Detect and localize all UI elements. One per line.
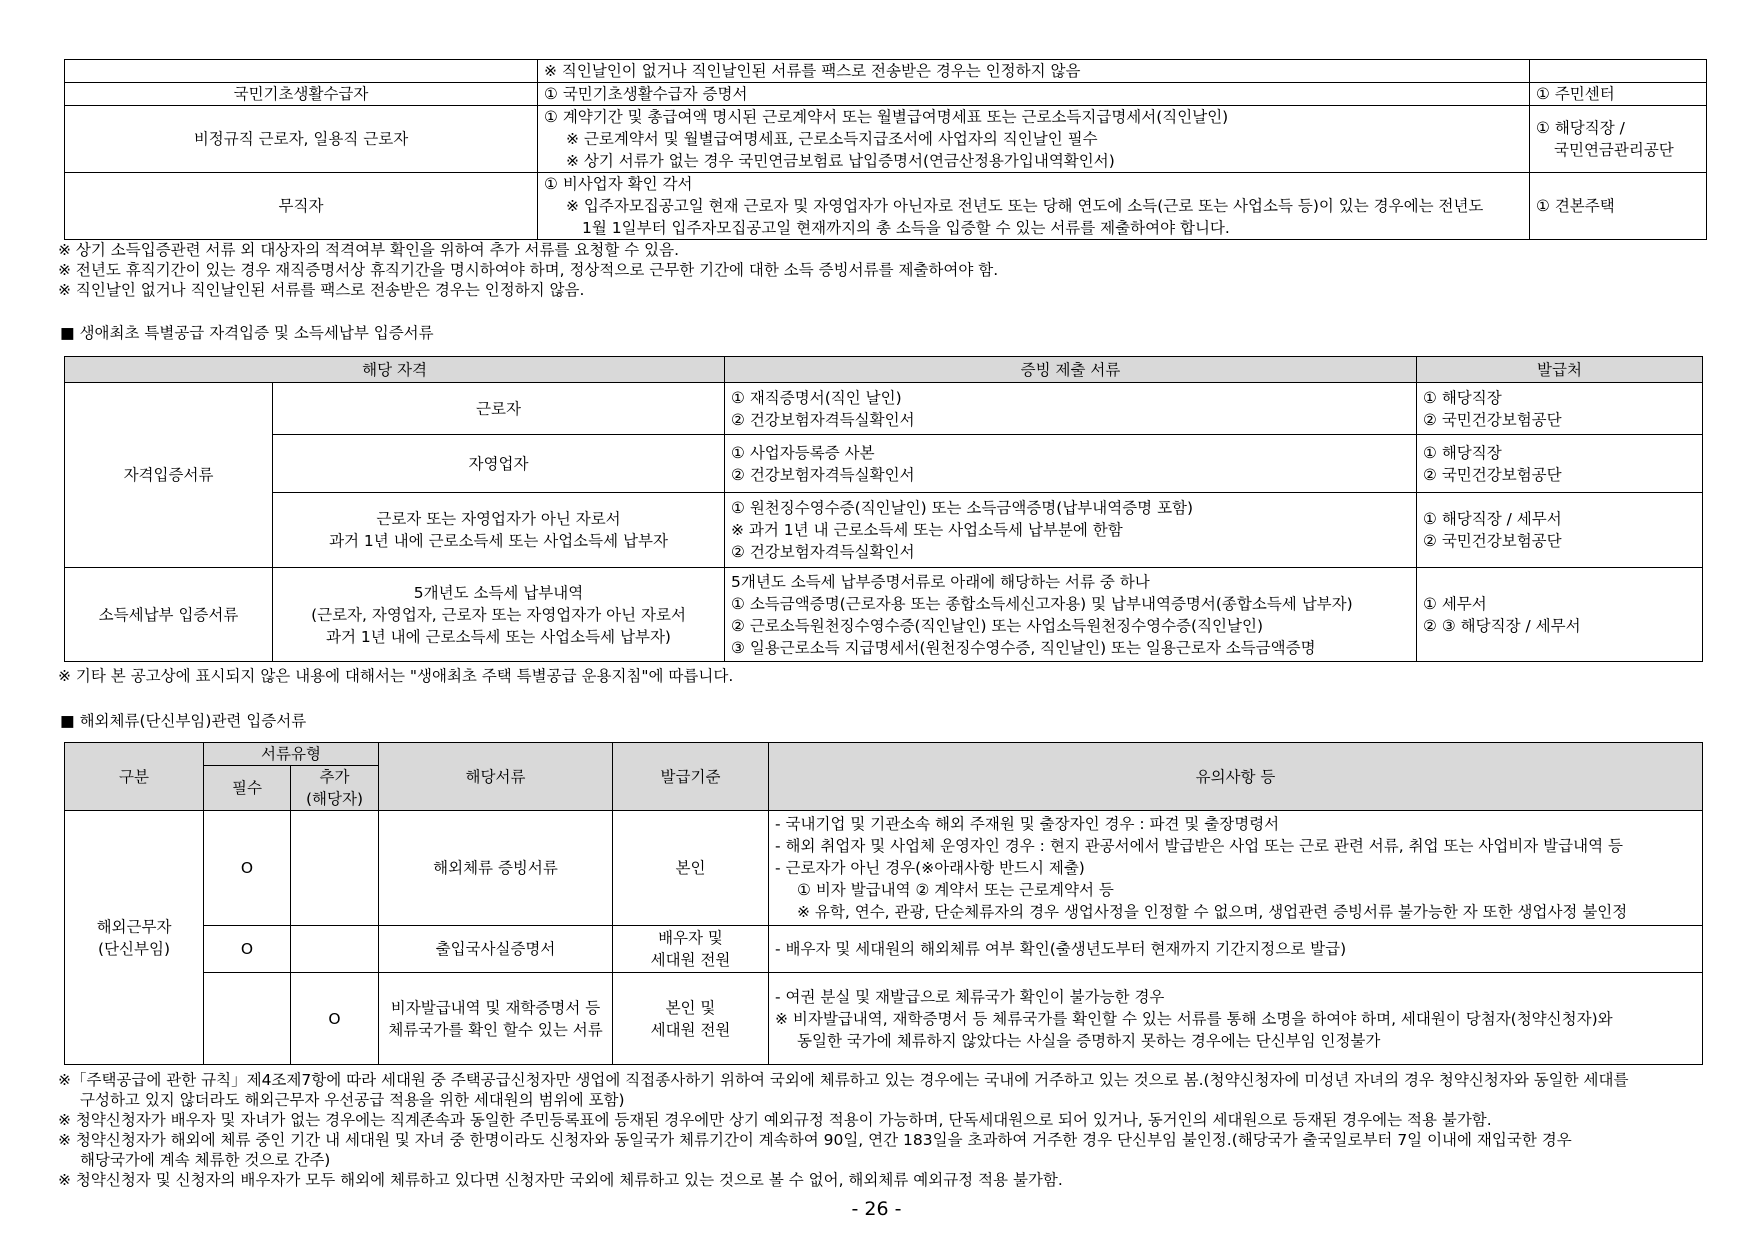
group-cell: 소득세납부 입증서류 <box>65 568 273 662</box>
table-row <box>65 926 1703 973</box>
table-row <box>65 435 1703 493</box>
column-header: 증빙 제출 서류 <box>725 357 1417 383</box>
basis-cell: 본인 및 세대원 전원 <box>613 973 769 1065</box>
doc-cell: 출입국사실증명서 <box>379 926 613 973</box>
issuer-cell: ① 해당직장 / 세무서 ② 국민건강보험공단 <box>1417 493 1703 568</box>
page-number: - 26 - <box>851 1198 902 1220</box>
table-row <box>65 83 1707 106</box>
group-cell: 자격입증서류 <box>65 383 273 568</box>
table-row <box>65 568 1703 662</box>
issuer-cell: ① 해당직장 ② 국민건강보험공단 <box>1417 435 1703 493</box>
category-cell: 국민기초생활수급자 <box>65 83 538 106</box>
doc-cell: ① 원천징수영수증(직인날인) 또는 소득금액증명(납부내역증명 포함) ※ 과거 1년 내 근로소득세 또는 사업소득세 납부분에 한함 ② 건강보험자격득실확인서 <box>725 493 1417 568</box>
subcategory-cell: 근로자 또는 자영업자가 아닌 자로서 과거 1년 내에 근로소득세 또는 사업소득세 납부자 <box>273 493 725 568</box>
doc-cell: ① 계약기간 및 총급여액 명시된 근로계약서 또는 월별급여명세표 또는 근로소득지급명세서(직인날인) ※ 근로계약서 및 월별급여명세표, 근로소득지급조서에 사업자의 직인날인 필수 ※ 상기 서류가 없는 경우 국민연금보험료 납입증명서(연금산정용가입내역확인서) <box>538 106 1530 173</box>
doc-cell: ① 비사업자 확인 각서 ※ 입주자모집공고일 현재 근로자 및 자영업자가 아닌자로 전년도 또는 당해 연도에 소득(근로 또는 사업소득 등)이 있는 경우에는 전년도 1월 1일부터 입주자모집공고일 현재까지의 총 소득을 입증할 수 있는 서류를 제출하여야 합니다. <box>538 173 1530 240</box>
note: ※ 전년도 휴직기간이 있는 경우 재직증명서상 휴직기간을 명시하여야 하며, 정상적으로 근무한 기간에 대한 소득 증빙서류를 제출하여야 함. <box>58 261 999 279</box>
basis-cell: 본인 <box>613 811 769 926</box>
additional-mark <box>291 926 379 973</box>
column-header: 필수 <box>204 766 291 811</box>
overseas-stay-table <box>64 742 1703 1065</box>
column-header: 구분 <box>65 743 204 811</box>
required-mark <box>204 973 291 1065</box>
note: ※ 청약신청자 및 신청자의 배우자가 모두 해외에 체류하고 있다면 신청자만 국외에 체류하고 있는 것으로 볼 수 없어, 해외체류 예외규정 적용 불가함. <box>58 1171 1063 1189</box>
note: ※「주택공급에 관한 규칙」제4조제7항에 따라 세대원 중 주택공급신청자만 생업에 직접종사하기 위하여 국외에 체류하고 있는 경우에는 국내에 거주하고 있는 것으로 봄.(청약신청자에 미성년 자녀의 경우 청약신청자와 동일한 세대를 구성하고 있지 않더라도 해외근무자 우선공급 적용을 위한 세대원의 범위에 포함) <box>58 1071 1629 1109</box>
column-header: 해당서류 <box>379 743 613 811</box>
issuer-cell <box>1530 60 1707 83</box>
section-title: ■ 해외체류(단신부임)관련 입증서류 <box>60 712 307 730</box>
category-cell: 무직자 <box>65 173 538 240</box>
issuer-cell: ① 해당직장 / 국민연금관리공단 <box>1530 106 1707 173</box>
table-row <box>65 811 1703 926</box>
doc-cell: 5개년도 소득세 납부증명서류로 아래에 해당하는 서류 중 하나 ① 소득금액증명(근로자용 또는 종합소득세신고자용) 및 납부내역증명서(종합소득세 납부자) ② 근로소득원천징수영수증(직인날인) 또는 사업소득원천징수영수증(직인날인) ③ 일용근로소득 지급명세서(원천징수영수증, 직인날인) 또는 일용근로자 소득금액증명 <box>725 568 1417 662</box>
note: ※ 청약신청자가 해외에 체류 중인 기간 내 세대원 및 자녀 중 한명이라도 신청자와 동일국가 체류기간이 계속하여 90일, 연간 183일을 초과하여 거주한 경우 단신부임 불인정.(해당국가 출국일로부터 7일 이내에 재입국한 경우 해당국가에 계속 체류한 것으로 간주) <box>58 1131 1572 1169</box>
doc-cell: 비자발급내역 및 재학증명서 등 체류국가를 확인 할수 있는 서류 <box>379 973 613 1065</box>
group-cell: 해외근무자 (단신부임) <box>65 811 204 1065</box>
issuer-cell: ① 주민센터 <box>1530 83 1707 106</box>
notes-cell: - 배우자 및 세대원의 해외체류 여부 확인(출생년도부터 현재까지 기간지정으로 발급) <box>769 926 1703 973</box>
column-header: 발급기준 <box>613 743 769 811</box>
doc-cell: 해외체류 증빙서류 <box>379 811 613 926</box>
column-header: 발급처 <box>1417 357 1703 383</box>
issuer-cell: ① 견본주택 <box>1530 173 1707 240</box>
section-title: ■ 생애최초 특별공급 자격입증 및 소득세납부 입증서류 <box>60 324 434 342</box>
note: ※ 청약신청자가 배우자 및 자녀가 없는 경우에는 직계존속과 동일한 주민등록표에 등재된 경우에만 상기 예외규정 적용이 가능하며, 단독세대원으로 되어 있거나, 동거인의 세대원으로 등재된 경우에는 적용 불가함. <box>58 1111 1492 1129</box>
additional-mark: O <box>291 973 379 1065</box>
subcategory-cell: 5개년도 소득세 납부내역 (근로자, 자영업자, 근로자 또는 자영업자가 아닌 자로서 과거 1년 내에 근로소득세 또는 사업소득세 납부자) <box>273 568 725 662</box>
notes-cell: - 국내기업 및 기관소속 해외 주재원 및 출장자인 경우 : 파견 및 출장명령서 - 해외 취업자 및 사업체 운영자인 경우 : 현지 관공서에서 발급받은 사업 또는 근로 관련 서류, 취업 또는 사업비자 발급내역 등 - 근로자가 아닌 경우(※아래사항 반드시 제출) ① 비자 발급내역 ② 계약서 또는 근로계약서 등 ※ 유학, 연수, 관광, 단순체류자의 경우 생업사정을 인정할 수 없으며, 생업관련 증빙서류 불가능한 자 또한 생업사정 불인정 <box>769 811 1703 926</box>
doc-cell: ① 사업자등록증 사본 ② 건강보험자격득실확인서 <box>725 435 1417 493</box>
basis-cell: 배우자 및 세대원 전원 <box>613 926 769 973</box>
subcategory-cell: 자영업자 <box>273 435 725 493</box>
income-proof-table <box>64 59 1707 240</box>
additional-mark <box>291 811 379 926</box>
note: ※ 상기 소득입증관련 서류 외 대상자의 적격여부 확인을 위하여 추가 서류를 요청할 수 있음. <box>58 241 679 259</box>
category-cell <box>65 60 538 83</box>
issuer-cell: ① 해당직장 ② 국민건강보험공단 <box>1417 383 1703 435</box>
notes-cell: - 여권 분실 및 재발급으로 체류국가 확인이 불가능한 경우 ※ 비자발급내역, 재학증명서 등 체류국가를 확인할 수 있는 서류를 통해 소명을 하여야 하며, 세대원이 당첨자(청약신청자)와 동일한 국가에 체류하지 않았다는 사실을 증명하지 못하는 경우에는 단신부임 인정불가 <box>769 973 1703 1065</box>
table-row <box>65 106 1707 173</box>
doc-cell: ① 재직증명서(직인 날인) ② 건강보험자격득실확인서 <box>725 383 1417 435</box>
required-mark: O <box>204 926 291 973</box>
column-header: 서류유형 <box>204 743 379 766</box>
table-header-row <box>65 743 1703 766</box>
table-row <box>65 60 1707 83</box>
table-row <box>65 383 1703 435</box>
note: ※ 기타 본 공고상에 표시되지 않은 내용에 대해서는 "생애최초 주택 특별공급 운용지침"에 따릅니다. <box>58 667 734 685</box>
category-cell: 비정규직 근로자, 일용직 근로자 <box>65 106 538 173</box>
subcategory-cell: 근로자 <box>273 383 725 435</box>
required-mark: O <box>204 811 291 926</box>
first-time-buyer-table <box>64 356 1703 662</box>
issuer-cell: ① 세무서 ② ③ 해당직장 / 세무서 <box>1417 568 1703 662</box>
column-header: 해당 자격 <box>65 357 725 383</box>
column-header: 유의사항 등 <box>769 743 1703 811</box>
table-row <box>65 493 1703 568</box>
table-row <box>65 173 1707 240</box>
doc-cell: ※ 직인날인이 없거나 직인날인된 서류를 팩스로 전송받은 경우는 인정하지 않음 <box>538 60 1530 83</box>
column-header: 추가 (해당자) <box>291 766 379 811</box>
note: ※ 직인날인 없거나 직인날인된 서류를 팩스로 전송받은 경우는 인정하지 않음. <box>58 281 585 299</box>
table-row <box>65 973 1703 1065</box>
table-header-row <box>65 357 1703 383</box>
doc-cell: ① 국민기초생활수급자 증명서 <box>538 83 1530 106</box>
